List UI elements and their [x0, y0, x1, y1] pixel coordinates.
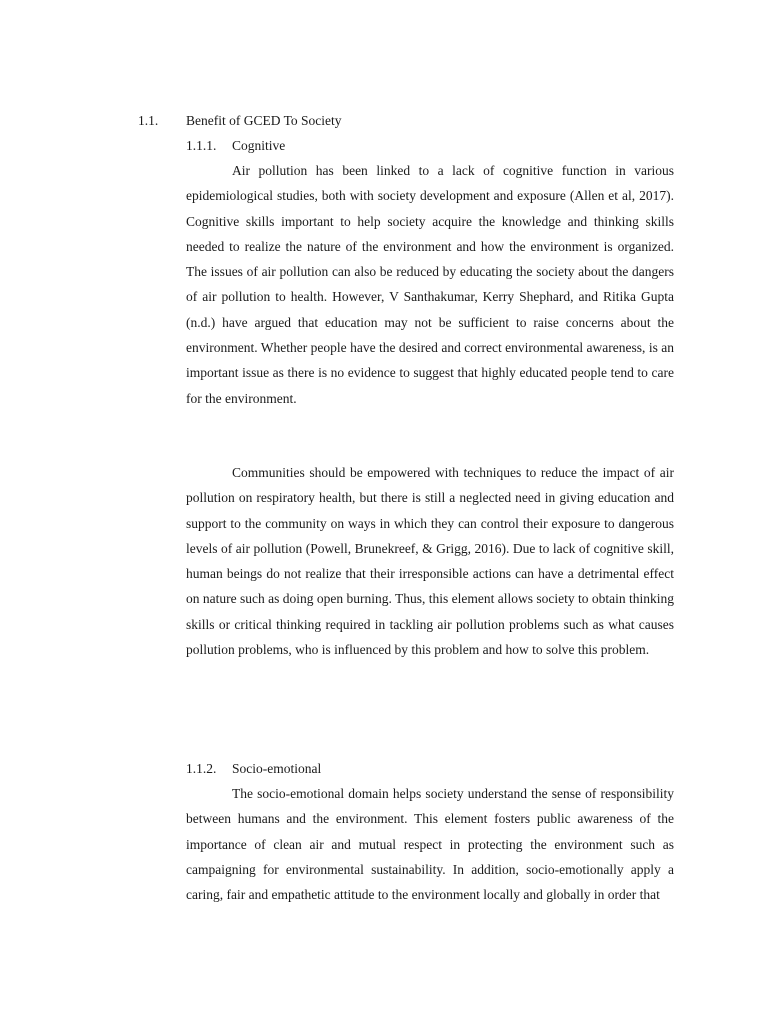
subsection-number: 1.1.2.	[186, 761, 217, 776]
section-heading	[138, 112, 342, 130]
subsection-heading-cognitive	[186, 137, 285, 155]
section-title: Benefit of GCED To Society	[186, 113, 342, 128]
subsection-title: Cognitive	[232, 138, 286, 153]
subsection-title: Socio-emotional	[232, 761, 322, 776]
paragraph-cognitive-2: Communities should be empowered with techniques to reduce the impact of air pollution on respiratory health, but there is still a neglected need in giving education and support to the community on ways in which they can control their exposure to dangerous levels of air pollution (Powell, Brunekreef, & Grigg, 2016). Due to lack of cognitive skill, human beings do not realize that their irresponsible actions can have a detrimental effect on nature such as doing open burning. Thus, this element allows society to obtain thinking skills or critical thinking required in tackling air pollution problems such as what causes pollution problems, who is influenced by this problem and how to solve this problem.	[186, 465, 674, 658]
subsection-heading-socio-emotional	[186, 760, 321, 778]
paragraph-cognitive-1: Air pollution has been linked to a lack of cognitive function in various epidemiological studies, both with society development and exposure (Allen et al, 2017). Cognitive skills important to help society acquire the knowledge and thinking skills needed to realize the nature of the environment and how the environment is organized. The issues of air pollution can also be reduced by educating the society about the dangers of air pollution to health. However, V Santhakumar, Kerry Shephard, and Ritika Gupta (n.d.) have argued that education may not be sufficient to raise concerns about the environment. Whether people have the desired and correct environmental awareness, is an important issue as there is no evidence to suggest that highly educated people tend to care for the environment.	[186, 163, 674, 406]
paragraph-socio-emotional-1: The socio-emotional domain helps society understand the sense of responsibility between humans and the environment. This element fosters public awareness of the importance of clean air and mutual respect in protecting the environment such as campaigning for environmental sustainability. In addition, socio-emotionally apply a caring, fair and empathetic attitude to the environment locally and globally in order that	[186, 786, 674, 903]
section-number: 1.1.	[138, 113, 159, 128]
subsection-number: 1.1.1.	[186, 138, 217, 153]
